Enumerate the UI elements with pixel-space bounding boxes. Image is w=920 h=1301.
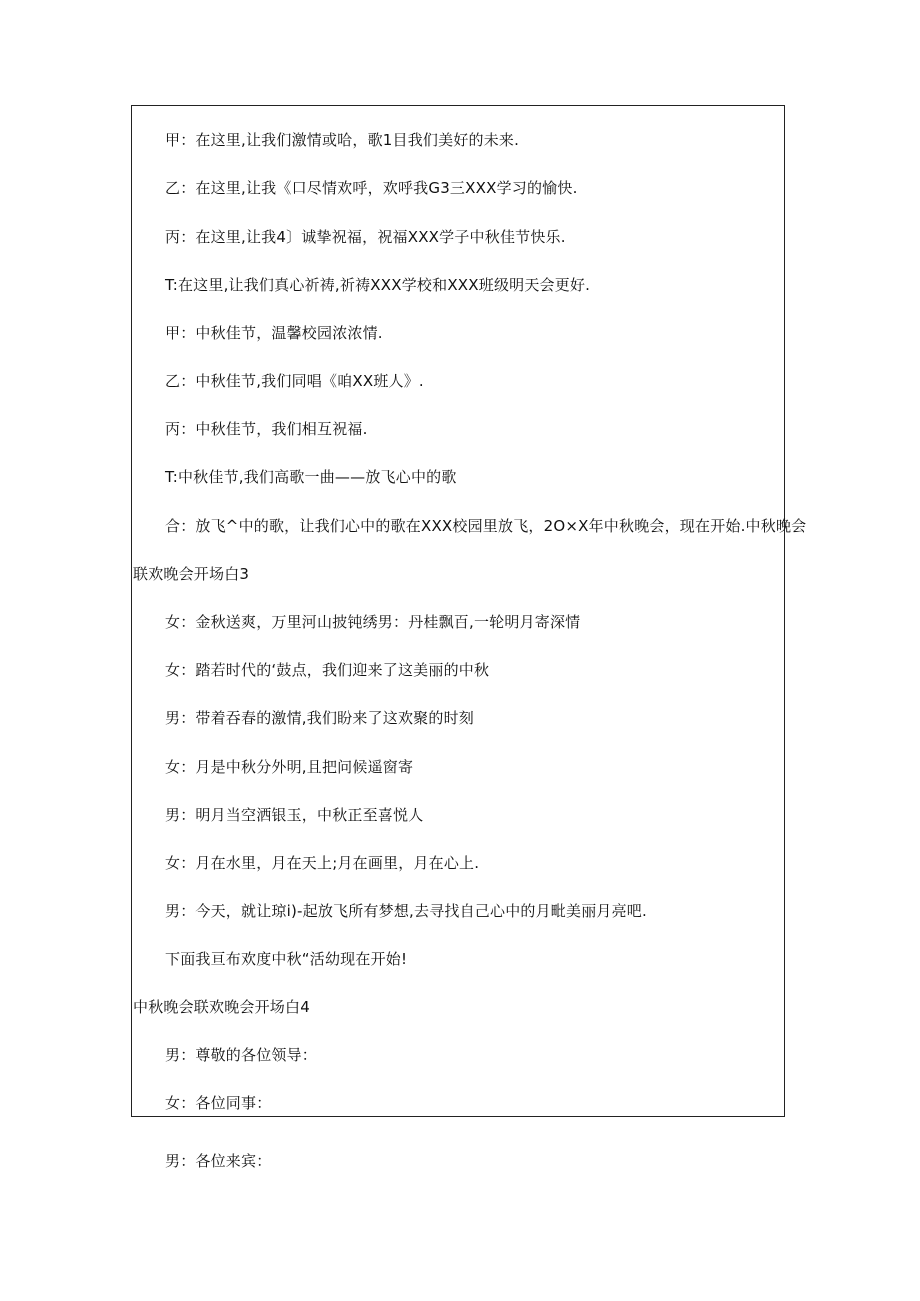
dialogue-line: 合：放飞^中的歌，让我们心中的歌在XXX校园里放飞，2O×X年中秋晚会，现在开始.中秋晚会 <box>165 517 807 535</box>
section-heading: 联欢晚会开场白3 <box>133 565 250 583</box>
dialogue-line: 男：带着吞春的激情,我们盼来了这欢聚的时刻 <box>165 709 474 727</box>
dialogue-line: 丙：中秋佳节，我们相互祝福. <box>165 420 368 438</box>
dialogue-line: T:在这里,让我们真心祈祷,祈祷XXX学校和XXX班级明天会更好. <box>165 276 591 294</box>
dialogue-line: 女：金秋送爽，万里河山披钝绣男：丹桂飘百,一轮明月寄深情 <box>165 613 581 631</box>
dialogue-line: 女：踏若时代的‘鼓点，我们迎来了这美丽的中秋 <box>165 661 490 679</box>
dialogue-line: 男：尊敬的各位领导： <box>165 1046 318 1064</box>
section-heading: 中秋晚会联欢晚会开场白4 <box>133 998 310 1016</box>
dialogue-line: 女：月是中秋分外明,且把问候遥窗寄 <box>165 758 414 776</box>
dialogue-line: 乙：在这里,让我《口尽情欢呼，欢呼我G3三XXX学习的愉快. <box>165 179 578 197</box>
dialogue-line: 下面我亘布欢度中秋“活幼现在开始! <box>165 950 408 968</box>
dialogue-line: 女：各位同事： <box>165 1094 272 1112</box>
dialogue-line: 丙：在这里,让我4〕诚挚祝福，祝福XXX学子中秋佳节快乐. <box>165 228 566 246</box>
dialogue-line: T:中秋佳节,我们高歌一曲——放飞心中的歌 <box>165 468 457 486</box>
dialogue-line: 甲：在这里,让我们激情或哈，歌1目我们美好的未来. <box>165 131 520 149</box>
dialogue-line: 男：各位来宾： <box>165 1152 272 1170</box>
dialogue-line: 男：今天，就让琼i)-起放飞所有梦想,去寻找自己心中的月毗美丽月亮吧. <box>165 902 647 920</box>
dialogue-line: 乙：中秋佳节,我们同唱《咱XX班人》. <box>165 372 424 390</box>
dialogue-line: 女：月在水里，月在天上;月在画里，月在心上. <box>165 854 480 872</box>
dialogue-line: 男：明月当空洒银玉，中秋正至喜悦人 <box>165 806 424 824</box>
dialogue-line: 甲：中秋佳节，温馨校园浓浓情. <box>165 324 383 342</box>
